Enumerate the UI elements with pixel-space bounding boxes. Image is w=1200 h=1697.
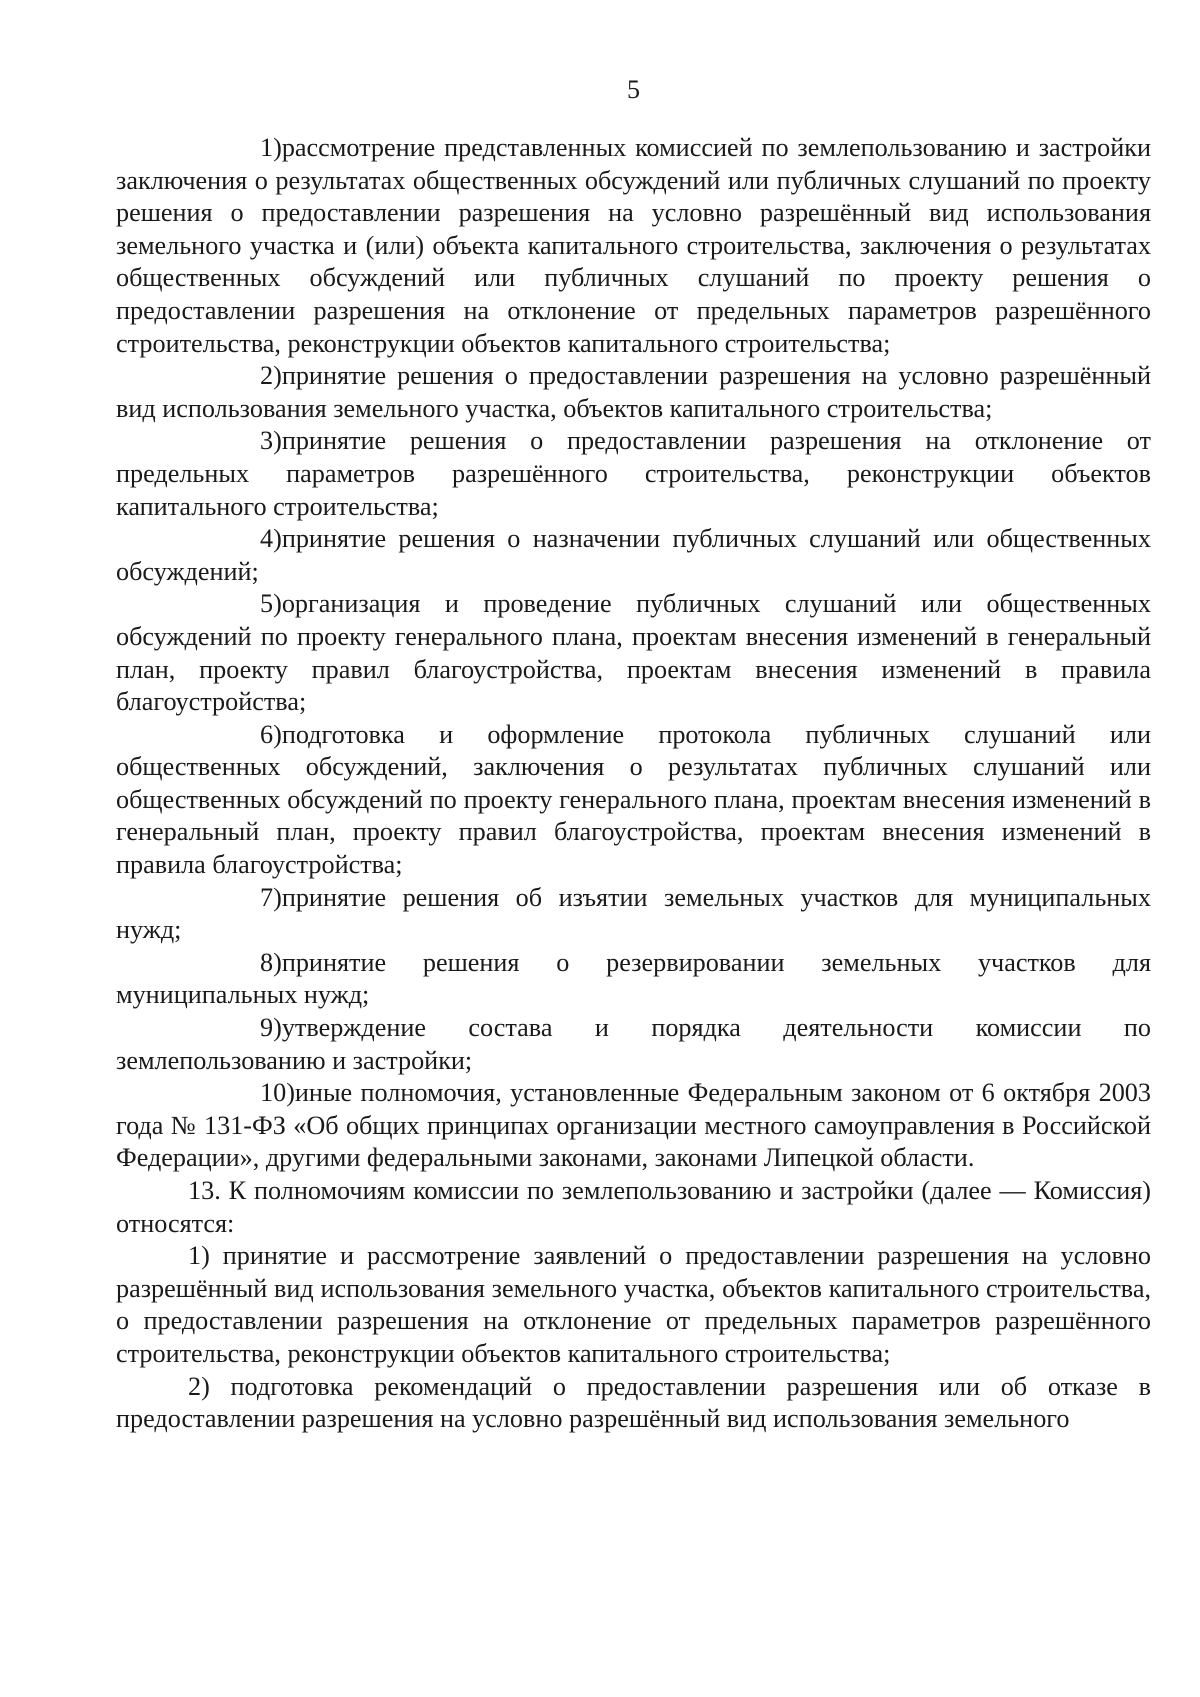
list-item-3 [116,425,1151,523]
list-item-number: 3) [260,426,282,456]
list-item-text: организация и проведение публичных слушаний или общественных обсуждений по проекту генерального плана, проектам внесения изменений в генеральный план, проекту правил благоустройства, проектам внесения изменений в правила благоустройства; [116,589,1151,717]
list-item-number: 5) [260,589,282,619]
list-item-4 [116,523,1151,588]
list-item-text: рассмотрение представленных комиссией по землепользованию и застройки заключения о результатах общественных обсуждений или публичных слушаний по проекту решения о предоставлении разрешения на условно разрешённый вид использования земельного участка и (или) объекта капитального строительства, заключения о результатах общественных обсуждений или публичных слушаний по проекту решения о предоставлении разрешения на отклонение от предельных параметров разрешённого строительства, реконструкции объектов капитального строительства; [116,133,1151,358]
list-item-number: 9) [260,1013,282,1043]
list-item-text: иные полномочия, установленные Федеральным законом от 6 октября 2003 года № 131-ФЗ «Об общих принципах организации местного самоуправления в Российской Федерации», другими федеральными законами, законами Липецкой области. [116,1078,1151,1173]
document-body [116,132,1151,1436]
section-13-item-2: 2) подготовка рекомендаций о предоставлении разрешения или об отказе в предоставлении разрешения на условно разрешённый вид использования земельного [116,1371,1151,1434]
list-item-9 [116,1012,1151,1077]
list-item-number: 7) [260,882,282,912]
list-item-8 [116,947,1151,1012]
list-item-5 [116,588,1151,718]
list-item-number: 8) [260,947,282,977]
list-item-2 [116,360,1151,425]
page-number: 5 [627,75,640,104]
list-item-number: 10) [260,1078,295,1108]
list-item-6 [116,719,1151,882]
list-item-text: подготовка и оформление протокола публичных слушаний или общественных обсуждений, заключения о результатах публичных слушаний или общественных обсуждений по проекту генерального плана, проектам внесения изменений в генеральный план, проекту правил благоустройства, проектам внесения изменений в правила благоустройства; [116,719,1151,880]
list-item-text: принятие решения о назначении публичных слушаний или общественных обсуждений; [116,524,1151,586]
list-item-number: 4) [260,524,282,554]
list-item-text: принятие решения о предоставлении разрешения на условно разрешённый вид использования земельного участка, объектов капитального строительства; [116,361,1151,423]
section-13-heading: 13. К полномочиям комиссии по землепользованию и застройки (далее — Комиссия) относятся: [116,1176,1151,1238]
list-item-text: принятие решения о резервировании земельных участков для муниципальных нужд; [116,947,1151,1010]
list-item-number: 1) [260,133,282,162]
list-item-7 [116,882,1151,947]
list-item-number: 2) [260,361,282,391]
list-item-text: утверждение состава и порядка деятельности комиссии по землепользованию и застройки; [116,1013,1151,1075]
list-item-text: принятие решения о предоставлении разрешения на отклонение от предельных параметров разрешённого строительства, реконструкции объектов капитального строительства; [116,426,1151,521]
section-13-item-1: 1) принятие и рассмотрение заявлений о предоставлении разрешения на условно разрешённый вид использования земельного участка, объектов капитального строительства, о предоставлении разрешения на отклонение от предельных параметров разрешённого строительства, реконструкции объектов капитального строительства; [116,1241,1151,1368]
list-item-10 [116,1077,1151,1175]
list-item-number: 6) [260,719,282,749]
list-item-text: принятие решения об изъятии земельных участков для муниципальных нужд; [116,882,1151,945]
list-item-1 [116,132,1151,360]
